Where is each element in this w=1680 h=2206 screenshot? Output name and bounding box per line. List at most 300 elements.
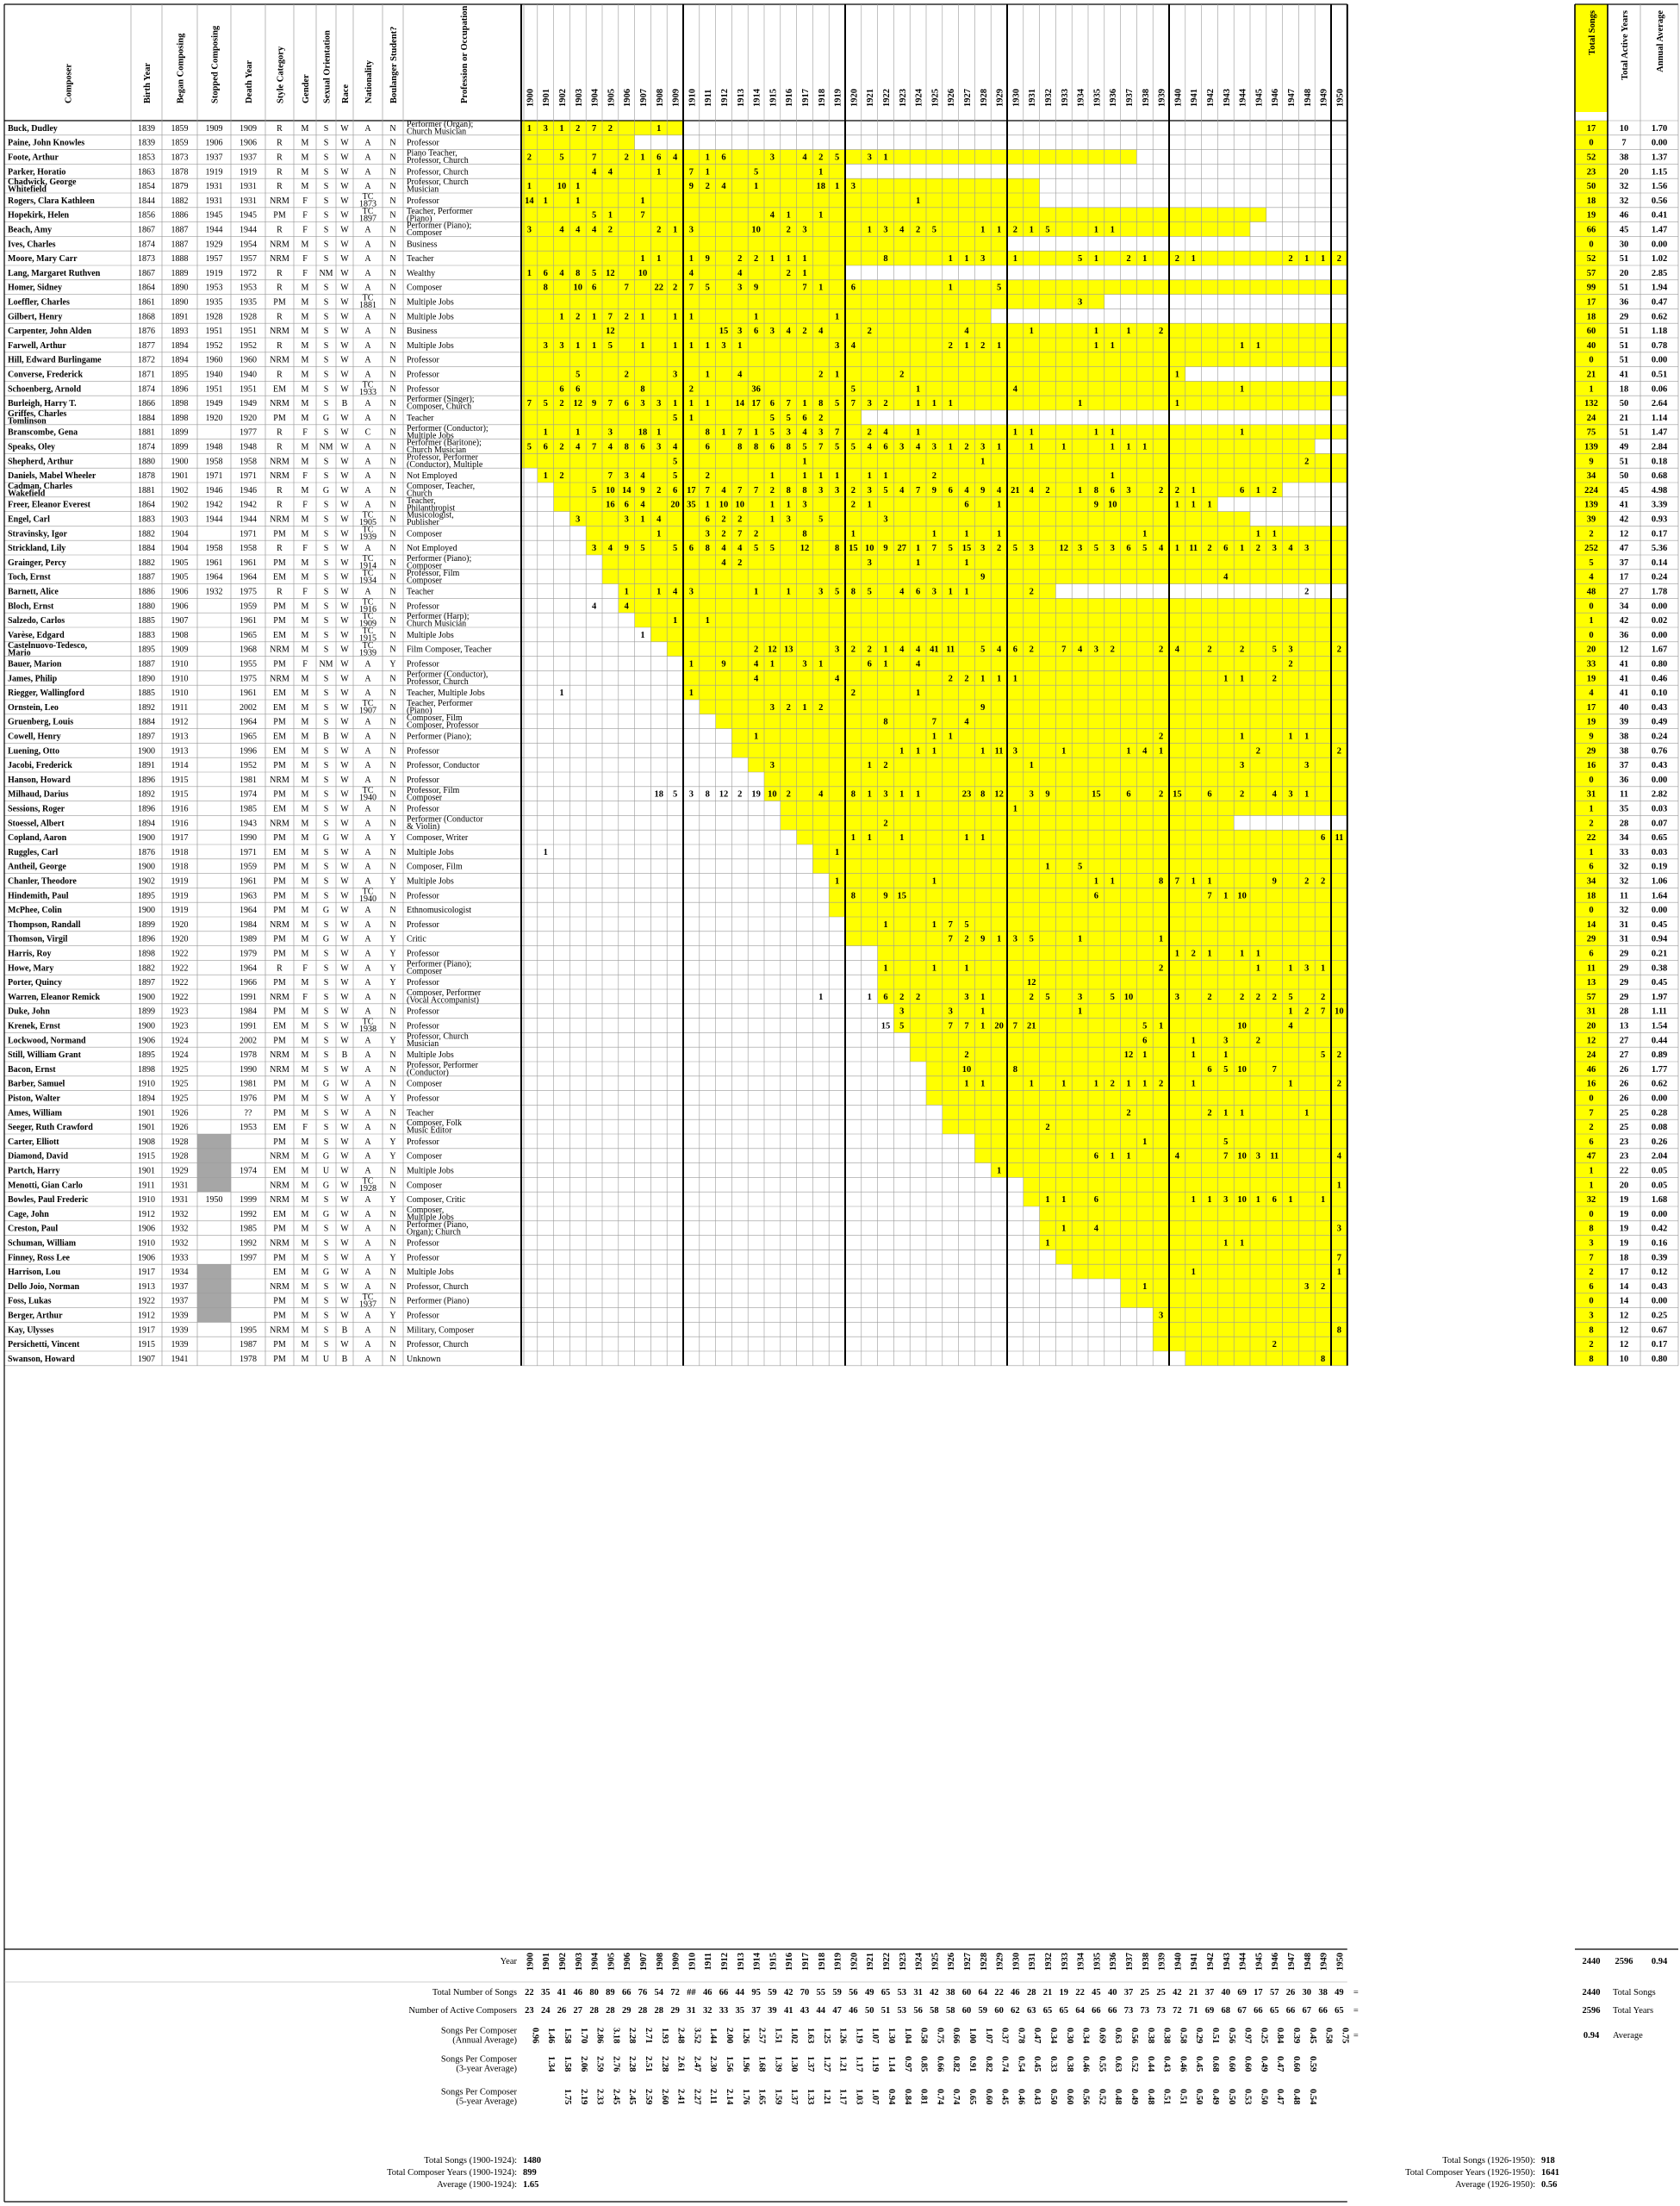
year-song-count: 8 xyxy=(1158,876,1164,887)
footer-year-label: 1928 xyxy=(979,1953,989,1971)
year-song-count: 1 xyxy=(1110,471,1115,482)
row-total: 224 xyxy=(1584,485,1598,495)
year-song-count: 1 xyxy=(980,746,986,757)
info-value: 1931 xyxy=(205,182,223,192)
composer-name: Griffes, Charles xyxy=(8,409,67,419)
year-header: 1950 xyxy=(1335,89,1346,107)
statistic-value: 0.47 xyxy=(1275,2056,1285,2072)
nationality-value: TC xyxy=(362,1176,374,1187)
info-value: M xyxy=(301,153,309,163)
active-years-span xyxy=(1040,1236,1347,1250)
info-value: 1919 xyxy=(171,876,189,887)
info-value: 1957 xyxy=(205,254,223,265)
composer-name: Piston, Walter xyxy=(8,1094,60,1104)
info-value: A xyxy=(364,732,371,742)
row-total: 60 xyxy=(1586,327,1596,337)
info-value: 1882 xyxy=(138,963,155,974)
year-song-count: 17 xyxy=(751,399,761,409)
footer-year-label: 1933 xyxy=(1060,1953,1070,1971)
info-value: 1884 xyxy=(138,413,155,423)
statistic-value: 21 xyxy=(1188,1988,1198,1997)
info-value: 1984 xyxy=(240,919,257,930)
info-value: M xyxy=(301,485,309,495)
year-song-count: 1 xyxy=(1093,327,1099,337)
year-song-count: 2 xyxy=(1304,587,1310,597)
statistic-value: 0.75 xyxy=(1340,2028,1350,2044)
statistic-value: 64 xyxy=(1075,2006,1085,2016)
info-value: S xyxy=(323,500,329,510)
info-value: 1913 xyxy=(171,746,189,757)
year-song-count: 2 xyxy=(802,327,807,337)
row-total: 22 xyxy=(1586,833,1596,844)
statistic-value: 45 xyxy=(1092,1988,1101,1997)
statistic-value: 0.33 xyxy=(1048,2056,1058,2072)
statistic-value: 66 xyxy=(1318,2006,1328,2016)
info-value: A xyxy=(364,1224,371,1234)
info-value: Y xyxy=(389,1094,396,1104)
statistic-value: 0.66 xyxy=(935,2056,945,2072)
year-song-count: 4 xyxy=(867,442,872,452)
nationality-year: 1909 xyxy=(359,619,376,629)
year-song-count: 1 xyxy=(753,587,759,597)
info-value: 1896 xyxy=(138,775,155,785)
info-value: M xyxy=(301,645,309,655)
info-value: 1951 xyxy=(205,384,223,395)
year-song-count: 1 xyxy=(818,992,824,1002)
year-song-count: 1 xyxy=(688,659,694,670)
year-song-count: 5 xyxy=(576,370,581,380)
info-value: EM xyxy=(273,1209,286,1219)
info-value: 1885 xyxy=(138,689,155,699)
year-header: 1909 xyxy=(671,89,681,107)
year-song-count: 1 xyxy=(705,370,710,380)
footer-year-label: 1923 xyxy=(898,1953,908,1971)
row-total: 17 xyxy=(1586,297,1596,308)
year-song-count: 2 xyxy=(1320,992,1326,1002)
row-total: 12 xyxy=(1619,1311,1629,1321)
year-song-count: 3 xyxy=(688,225,694,235)
year-song-count: 6 xyxy=(576,384,581,395)
info-value: 1895 xyxy=(138,645,155,655)
row-total: 41 xyxy=(1619,500,1629,510)
year-song-count: 2 xyxy=(607,225,613,235)
year-header: 1932 xyxy=(1044,89,1054,107)
row-total: 1 xyxy=(1589,1181,1594,1191)
info-value: M xyxy=(301,413,309,423)
year-song-count: 3 xyxy=(559,340,564,351)
year-song-count: 3 xyxy=(883,225,888,235)
year-song-count: 2 xyxy=(786,225,791,235)
year-song-count: 1 xyxy=(996,529,1002,539)
statistic-value: 1.34 xyxy=(546,2056,557,2072)
year-song-count: 18 xyxy=(816,182,826,192)
info-value: S xyxy=(323,630,329,640)
row-total: 50 xyxy=(1619,399,1629,409)
info-value: S xyxy=(323,283,329,293)
info-value: PM xyxy=(273,1311,286,1321)
info-value: A xyxy=(364,457,371,467)
statistic-value: 73 xyxy=(1123,2006,1134,2016)
info-value: 1923 xyxy=(171,1006,189,1017)
row-total: 0.42 xyxy=(1651,1224,1668,1234)
year-song-count: 1 xyxy=(1207,1195,1212,1206)
info-value: A xyxy=(364,471,371,482)
statistic-value: 47 xyxy=(832,2006,842,2016)
year-song-count: 4 xyxy=(802,153,807,163)
year-header: 1906 xyxy=(623,89,633,107)
composer-name: Warren, Eleanor Remick xyxy=(8,992,101,1002)
info-value: W xyxy=(340,254,349,265)
row-total: 0.44 xyxy=(1651,1036,1668,1046)
info-value: S xyxy=(323,1224,329,1234)
year-song-count: 1 xyxy=(1255,949,1261,959)
year-song-count: 5 xyxy=(834,153,840,163)
occupation: Not Employed xyxy=(407,544,457,554)
year-song-count: 5 xyxy=(1093,544,1099,554)
year-song-count: 8 xyxy=(1320,1354,1326,1364)
year-song-count: 1 xyxy=(931,399,937,409)
statistic-value: 19 xyxy=(1059,1988,1069,1997)
year-song-count: 1 xyxy=(1320,1195,1326,1206)
row-total: 29 xyxy=(1586,934,1596,944)
info-value: 1915 xyxy=(138,1340,155,1350)
info-value: 1931 xyxy=(171,1195,189,1206)
info-value: R xyxy=(277,500,283,510)
info-value: F xyxy=(302,500,308,510)
info-value: S xyxy=(323,312,329,322)
info-value: 1891 xyxy=(138,761,155,771)
year-song-count: 1 xyxy=(1255,340,1261,351)
info-value: W xyxy=(340,370,349,380)
info-value: A xyxy=(364,1137,371,1147)
occupation: Performer (Piano) xyxy=(407,1296,470,1306)
info-value: 1895 xyxy=(171,370,189,380)
info-value: F xyxy=(302,225,308,235)
statistic-value: 0.38 xyxy=(1064,2056,1074,2072)
info-value: N xyxy=(389,645,396,655)
footer-year-label: 1922 xyxy=(882,1953,892,1971)
statistic-value: 0.58 xyxy=(918,2028,929,2044)
year-song-count: 5 xyxy=(1045,992,1050,1002)
info-value: 1937 xyxy=(240,153,257,163)
year-song-count: 1 xyxy=(1061,746,1067,757)
row-total: 23 xyxy=(1619,1137,1629,1147)
info-value: NRM xyxy=(270,1325,289,1336)
footer-year-label: 1901 xyxy=(542,1953,552,1971)
info-value: W xyxy=(340,689,349,699)
composer-name: Copland, Aaron xyxy=(8,833,67,844)
year-song-count: 12 xyxy=(800,544,810,554)
year-song-count: 5 xyxy=(591,210,597,221)
statistic-value: 29 xyxy=(621,2006,632,2016)
statistic-value: 60 xyxy=(961,1988,972,1997)
row-total: 0.00 xyxy=(1651,138,1668,148)
occupation: Performer (Organ); xyxy=(407,120,474,129)
info-value: 1885 xyxy=(138,616,155,626)
year-song-count: 3 xyxy=(802,500,807,510)
info-value: 1964 xyxy=(240,963,257,974)
statistic-value: 22 xyxy=(525,1988,534,1997)
year-song-count: 8 xyxy=(1093,485,1099,495)
row-total: 2.04 xyxy=(1651,1151,1668,1162)
year-song-count: 1 xyxy=(1174,370,1180,380)
active-years-span xyxy=(619,598,1347,613)
info-value: 1958 xyxy=(205,544,223,554)
row-total: 0 xyxy=(1589,630,1594,640)
year-song-count: 1 xyxy=(1029,327,1034,337)
nationality-year: 1881 xyxy=(359,301,376,311)
year-song-count: 1 xyxy=(656,254,662,265)
year-song-count: 1 xyxy=(899,833,905,844)
year-header: 1922 xyxy=(882,89,892,107)
year-song-count: 2 xyxy=(1336,746,1342,757)
year-song-count: 1 xyxy=(1142,254,1148,265)
year-song-count: 8 xyxy=(1336,1325,1342,1336)
info-value: 1859 xyxy=(171,138,189,148)
occupation: Professor xyxy=(407,1021,439,1031)
row-total: 1.11 xyxy=(1652,1006,1667,1017)
row-total: 2.85 xyxy=(1651,268,1668,278)
year-song-count: 1 xyxy=(931,876,937,887)
year-song-count: 1 xyxy=(559,312,564,322)
unknown-value-cell xyxy=(197,1279,231,1293)
year-song-count: 6 xyxy=(915,587,921,597)
row-total: 0.05 xyxy=(1651,1166,1668,1176)
info-value: S xyxy=(323,761,329,771)
statistic-value: 1.56 xyxy=(725,2056,734,2072)
year-header: 1925 xyxy=(930,89,941,107)
year-song-count: 6 xyxy=(1012,645,1018,655)
year-song-count: 12 xyxy=(719,789,729,800)
year-header: 1923 xyxy=(898,89,908,107)
statistic-value: 0.56 xyxy=(1226,2028,1236,2044)
footer-year-label: 1947 xyxy=(1287,1953,1297,1971)
year-song-count: 2 xyxy=(818,702,824,713)
year-song-count: 2 xyxy=(1304,876,1310,887)
year-song-count: 1 xyxy=(1255,963,1261,974)
year-header: 1933 xyxy=(1060,89,1070,107)
info-value: EM xyxy=(273,746,286,757)
year-song-count: 7 xyxy=(753,485,759,495)
statistic-value: 0.50 xyxy=(1226,2089,1236,2105)
info-value: N xyxy=(389,746,396,757)
info-value: 1924 xyxy=(171,1036,189,1046)
statistic-value: 1.70 xyxy=(578,2028,588,2044)
year-header: 1940 xyxy=(1173,89,1184,107)
year-song-count: 5 xyxy=(786,413,791,423)
year-song-count: 7 xyxy=(818,442,824,452)
row-total: 0.02 xyxy=(1651,616,1668,626)
info-value: 1952 xyxy=(240,761,257,771)
year-song-count: 3 xyxy=(980,442,986,452)
year-song-count: 1 xyxy=(1142,442,1148,452)
info-value: 1944 xyxy=(240,514,257,525)
statistic-value: 32 xyxy=(702,2006,712,2016)
year-song-count: 1 xyxy=(576,340,581,351)
composer-name: Cadman, Charles xyxy=(8,482,73,491)
row-total: 47 xyxy=(1619,544,1629,554)
statistic-value: 1.07 xyxy=(870,2089,880,2105)
info-value: PM xyxy=(273,1253,286,1263)
occupation: Professor xyxy=(407,355,439,365)
year-song-count: 2 xyxy=(1272,1340,1277,1350)
info-value: S xyxy=(323,123,329,134)
statistic-value: 21 xyxy=(1042,1988,1053,1997)
occupation: Performer (Conductor), xyxy=(407,670,488,680)
info-value: W xyxy=(340,1181,349,1191)
info-value: 1894 xyxy=(138,819,155,829)
statistic-value: 65 xyxy=(1269,2006,1279,2016)
year-song-count: 3 xyxy=(688,789,694,800)
info-value: R xyxy=(277,485,283,495)
year-song-count: 1 xyxy=(850,833,856,844)
statistic-value: 55 xyxy=(816,1988,826,1997)
info-value: A xyxy=(364,689,371,699)
year-song-count: 1 xyxy=(931,529,937,539)
statistic-value: 0.38 xyxy=(1145,2028,1155,2044)
row-total: 9 xyxy=(1589,732,1594,742)
row-total: 12 xyxy=(1619,529,1629,539)
info-value: 1935 xyxy=(205,297,223,308)
info-value: 1964 xyxy=(240,572,257,583)
year-song-count: 5 xyxy=(996,283,1002,293)
statistic-value: 23 xyxy=(525,2006,534,2016)
statistic-value: 1.21 xyxy=(821,2089,831,2105)
year-song-count: 1 xyxy=(543,847,548,857)
composer-name: Rogers, Clara Kathleen xyxy=(8,196,95,206)
info-value: S xyxy=(323,340,329,351)
info-value: 1989 xyxy=(240,934,257,944)
info-value: 1892 xyxy=(138,789,155,800)
year-song-count: 12 xyxy=(606,268,615,278)
period-summary-value: 0.56 xyxy=(1541,2180,1558,2190)
row-total: 50 xyxy=(1586,182,1596,192)
year-song-count: 4 xyxy=(1223,572,1229,583)
year-song-count: 1 xyxy=(1223,1050,1229,1061)
row-total: 252 xyxy=(1584,544,1598,554)
occupation: Ethnomusicologist xyxy=(407,906,471,916)
info-value: 1941 xyxy=(171,1354,189,1364)
info-value: S xyxy=(323,891,329,901)
year-song-count: 4 xyxy=(883,427,888,438)
row-total: 11 xyxy=(1620,891,1628,901)
statistic-value: 0.84 xyxy=(902,2089,912,2105)
info-value: 1879 xyxy=(171,182,189,192)
year-song-count: 7 xyxy=(591,153,597,163)
occupation: Professor, Church xyxy=(407,178,469,188)
row-total: 7 xyxy=(1621,138,1627,148)
statistic-value: 0.81 xyxy=(918,2089,929,2105)
column-header: Death Year xyxy=(245,59,254,103)
year-song-count: 10 xyxy=(719,500,729,510)
year-header: 1905 xyxy=(607,89,617,107)
year-song-count: 7 xyxy=(607,399,613,409)
statistic-value: 73 xyxy=(1156,2006,1166,2016)
year-song-count: 1 xyxy=(915,196,921,206)
info-value: W xyxy=(340,1036,349,1046)
year-song-count: 17 xyxy=(687,485,696,495)
info-value: A xyxy=(364,963,371,974)
occupation: Composer xyxy=(407,529,443,539)
row-total: 32 xyxy=(1619,182,1629,192)
year-song-count: 1 xyxy=(786,254,791,265)
nationality-value: TC xyxy=(362,1017,374,1027)
info-value: PM xyxy=(273,1108,286,1119)
info-value: A xyxy=(364,254,371,265)
overall-total: 0.94 xyxy=(1583,2031,1600,2041)
year-song-count: 12 xyxy=(606,327,615,337)
year-song-count: 4 xyxy=(818,327,824,337)
row-total: 19 xyxy=(1586,674,1596,684)
year-song-count: 3 xyxy=(737,327,743,337)
info-value: 1904 xyxy=(171,529,189,539)
info-value: 1955 xyxy=(240,659,257,670)
row-total: 2 xyxy=(1589,1340,1594,1350)
info-value: 1953 xyxy=(205,283,223,293)
year-song-count: 9 xyxy=(705,254,710,265)
info-value: 1900 xyxy=(138,992,155,1002)
row-total: 17 xyxy=(1586,702,1596,713)
info-value: 1878 xyxy=(138,471,155,482)
composer-name: Howe, Mary xyxy=(8,963,54,974)
info-value: 1928 xyxy=(205,312,223,322)
info-value: S xyxy=(323,138,329,148)
year-song-count: 1 xyxy=(576,182,581,192)
info-value: W xyxy=(340,1064,349,1075)
composer-name: Branscombe, Gena xyxy=(8,427,78,438)
year-song-count: 1 xyxy=(996,442,1002,452)
statistic-value: 35 xyxy=(735,2006,745,2016)
occupation: Professor xyxy=(407,746,439,757)
year-song-count: 3 xyxy=(1223,1195,1229,1206)
year-song-count: 8 xyxy=(624,442,629,452)
year-song-count: 3 xyxy=(576,514,581,525)
year-header: 1929 xyxy=(995,89,1005,107)
year-song-count: 2 xyxy=(559,399,564,409)
statistic-value: 0.55 xyxy=(1097,2056,1107,2072)
year-song-count: 1 xyxy=(980,674,986,684)
statistic-value: 1.58 xyxy=(563,2028,572,2044)
year-song-count: 3 xyxy=(624,514,629,525)
row-total: 0.19 xyxy=(1651,862,1668,872)
occupation: Teacher xyxy=(407,587,434,597)
footer-year-label: 1909 xyxy=(671,1953,681,1971)
info-value: A xyxy=(364,1094,371,1104)
row-total: 4 xyxy=(1589,689,1594,699)
info-value: M xyxy=(301,630,309,640)
info-value: 1910 xyxy=(171,674,189,684)
info-value: 1898 xyxy=(138,1064,155,1075)
info-value: W xyxy=(340,1123,349,1133)
statistic-value: 53 xyxy=(897,2006,907,2016)
year-song-count: 2 xyxy=(931,471,937,482)
info-value: A xyxy=(364,761,371,771)
occupation: Performer (Piano); xyxy=(407,732,472,742)
composer-name: Beach, Amy xyxy=(8,225,53,235)
info-value: 1953 xyxy=(240,283,257,293)
statistic-value: 0.53 xyxy=(1242,2089,1253,2105)
year-song-count: 5 xyxy=(899,1021,905,1031)
info-value: 1905 xyxy=(171,558,189,568)
year-song-count: 1 xyxy=(769,254,775,265)
info-value: N xyxy=(389,862,396,872)
year-song-count: 4 xyxy=(1288,544,1293,554)
statistic-value: 65 xyxy=(1335,2006,1344,2016)
year-song-count: 3 xyxy=(834,645,840,655)
statistic-value: 67 xyxy=(1302,2006,1312,2016)
info-value: 1911 xyxy=(171,702,189,713)
info-value: S xyxy=(323,1064,329,1075)
